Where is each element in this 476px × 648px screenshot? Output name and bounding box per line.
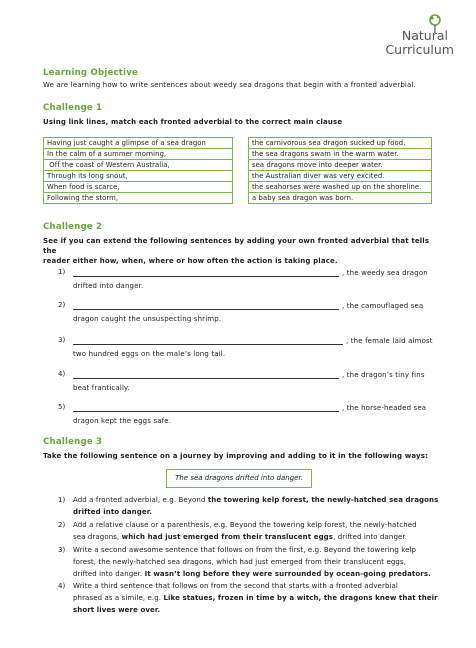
table-row [249, 193, 432, 204]
step-text: Add a relative clause or a parenthesis, e.g. Beyond the towering kelp forest, the newly-hatched [73, 521, 417, 529]
clause-cell[interactable]: the seahorses were washed up on the shoreline. [249, 182, 432, 193]
fronted-adverbial-answer-line[interactable] [73, 378, 339, 379]
logo-word-natural: Natural [401, 28, 448, 43]
challenge-3-instruction: Take the following sentence on a journey by improving and adding to it in the following ways: [43, 452, 429, 460]
clause-cell[interactable]: sea dragons move into deeper water. [249, 160, 432, 171]
step-text: sea dragons, [73, 533, 122, 541]
clause-cell[interactable]: a baby sea dragon was born. [249, 193, 432, 204]
sentence-continuation: beat frantically. [73, 384, 130, 392]
table-row [44, 138, 233, 149]
step-line [73, 495, 438, 506]
step-text: Write a third sentence that follows on from the second that starts with a fronted adverbial [73, 582, 398, 590]
step-text: Write a second awesome sentence that follows on from the first, e.g. Beyond the towering kelp [73, 546, 417, 554]
example-bold-text: short lives were over. [73, 606, 161, 614]
step-number: 1) [58, 496, 66, 504]
table-row [44, 149, 233, 160]
sentence-continuation: dragon kept the eggs safe. [73, 417, 172, 425]
step-number: 3) [58, 546, 66, 554]
sentence-end: , the camouflaged sea [342, 302, 424, 310]
example-bold-text: drifted into danger. [73, 508, 153, 516]
table-row [44, 182, 233, 193]
adverbial-cell[interactable]: Through its long snout, [44, 171, 233, 182]
sentence-continuation: drifted into danger. [73, 282, 144, 290]
adverbial-cell[interactable]: When food is scarce, [44, 182, 233, 193]
adverbial-cell[interactable]: In the calm of a summer morning, [44, 149, 233, 160]
step-text: , drifted into danger. [333, 533, 408, 541]
table-row [249, 138, 432, 149]
example-bold-text: It wasn’t long before they were surrounded by ocean-going predators. [144, 570, 431, 578]
fronted-adverbials-table [43, 137, 233, 204]
example-bold-text: the towering kelp forest, the newly-hatched sea dragons [207, 496, 439, 504]
step-line [73, 557, 406, 568]
sentence-end: , the horse-headed sea [342, 404, 427, 412]
learning-objective-heading: Learning Objective [43, 68, 139, 78]
table-row [249, 182, 432, 193]
learning-objective-text: We are learning how to write sentences about weedy sea dragons that begin with a fronted adverbial. [43, 81, 416, 89]
challenge-2-instruction [43, 236, 435, 266]
fronted-adverbial-answer-line[interactable] [73, 411, 339, 412]
step-text: phrased as a simile, e.g. [73, 594, 164, 602]
item-number: 3) [58, 336, 66, 344]
instruction-line: reader either how, when, where or how often the action is taking place. [43, 257, 338, 265]
item-number: 4) [58, 370, 66, 378]
item-number: 5) [58, 403, 66, 411]
tree-logo-icon [426, 13, 444, 35]
table-row [44, 193, 233, 204]
sentence-continuation: two hundred eggs on the male’s long tail. [73, 350, 226, 358]
sentence-continuation: dragon caught the unsuspecting shrimp. [73, 315, 222, 323]
natural-curriculum-logo [364, 16, 454, 60]
step-text: drifted into danger. [73, 570, 145, 578]
table-row [249, 160, 432, 171]
step-line [73, 569, 431, 580]
challenge-3-heading: Challenge 3 [43, 437, 103, 447]
step-number: 4) [58, 582, 66, 590]
step-line [73, 520, 417, 531]
adverbial-cell[interactable]: Having just caught a glimpse of a sea dragon [44, 138, 233, 149]
adverbial-cell[interactable]: Off the coast of Western Australia, [44, 160, 233, 171]
step-line [73, 593, 438, 604]
step-number: 2) [58, 521, 66, 529]
table-row [249, 149, 432, 160]
step-line [73, 532, 407, 543]
main-clauses-table [248, 137, 432, 204]
table-row [44, 171, 233, 182]
fronted-adverbial-answer-line[interactable] [73, 344, 343, 345]
example-sentence-box: The sea dragons drifted into danger. [166, 469, 312, 488]
instruction-line: See if you can extend the following sentences by adding your own fronted adverbial that tells the [43, 237, 430, 255]
logo-word-curriculum: Curriculum [385, 42, 454, 57]
challenge-1-instruction: Using link lines, match each fronted adverbial to the correct main clause [43, 118, 343, 126]
challenge-2-heading: Challenge 2 [43, 222, 103, 232]
step-text: forest, the newly-hatched sea dragons, which had just emerged from their translucent eggs, [73, 558, 407, 566]
example-bold-text: Like statues, frozen in time by a witch, the dragons knew that their [163, 594, 438, 602]
clause-cell[interactable]: the carnivorous sea dragon sucked up food. [249, 138, 432, 149]
adverbial-cell[interactable]: Following the storm, [44, 193, 233, 204]
clause-cell[interactable]: the Australian diver was very excited. [249, 171, 432, 182]
sentence-end: , the female laid almost [346, 337, 433, 345]
table-row [249, 171, 432, 182]
step-line [73, 581, 398, 592]
example-bold-text: which had just emerged from their translucent eggs [121, 533, 334, 541]
challenge-1-heading: Challenge 1 [43, 103, 103, 113]
table-row [44, 160, 233, 171]
fronted-adverbial-answer-line[interactable] [73, 309, 339, 310]
fronted-adverbial-answer-line[interactable] [73, 276, 339, 277]
item-number: 2) [58, 301, 66, 309]
clause-cell[interactable]: the sea dragons swam in the warm water. [249, 149, 432, 160]
step-text: Add a fronted adverbial, e.g. Beyond [73, 496, 208, 504]
step-line [73, 545, 416, 556]
item-number: 1) [58, 268, 66, 276]
step-line [73, 605, 160, 616]
sentence-end: , the dragon’s tiny fins [342, 371, 425, 379]
sentence-end: , the weedy sea dragon [342, 269, 428, 277]
step-line [73, 507, 152, 518]
